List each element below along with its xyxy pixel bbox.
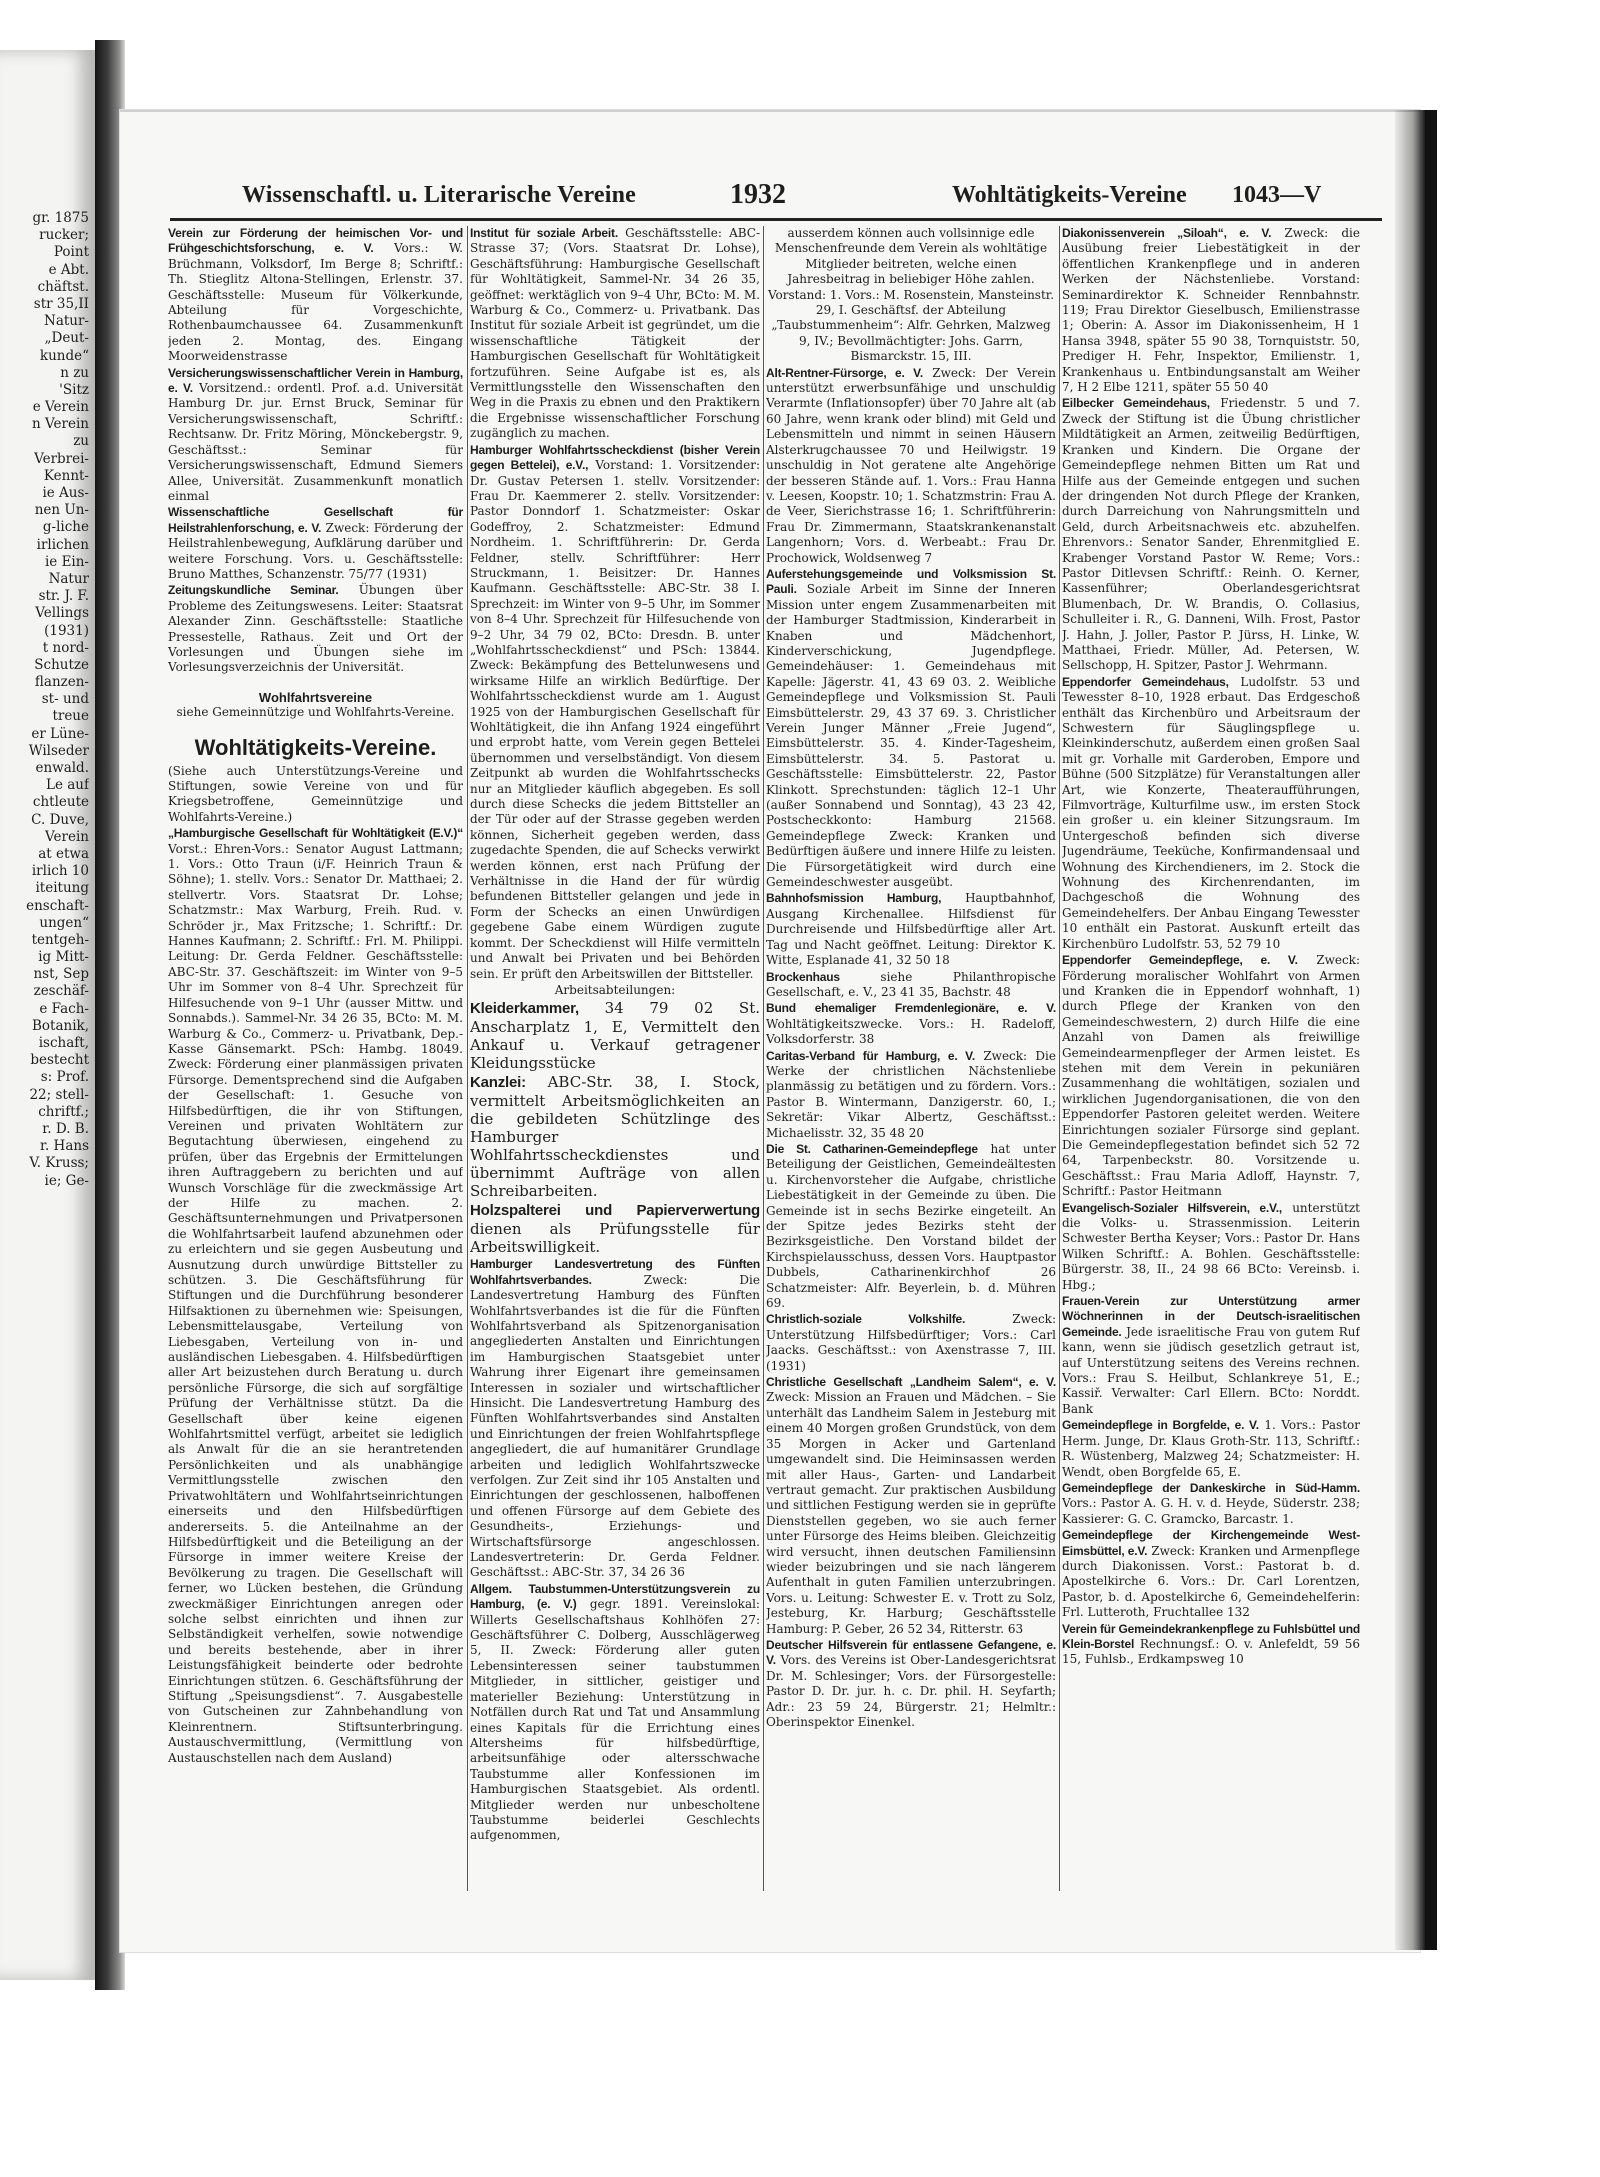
directory-entry xyxy=(168,505,463,582)
wohlfahrt-heading: Wohlfahrtsvereine xyxy=(258,689,373,705)
previous-page-fragment: ie Aus- xyxy=(42,485,89,501)
entry-body: Vorstand: 1. Vorsitzender: Dr. Gustav Petersen 1. stellv. Vorsitzender: Frau Dr. Kaemmerer 2. stellv. Vorsitzender: Pastor Donndorf 1. Schatzmeister: Oskar Godeffroy, 2. Schatzmeister: Edmund Nordheim. 1. Schriftführerin: Dr. Gerda Feldner, stellv. Schriftführer: Herr Struckmann, 1. Beisitzer: Dr. Hannes Kaufmann. Geschäftsstelle: ABC-Str. 38 I. Sprechzeit: im Winter von 9–5 Uhr, im Sommer von 8–4 Uhr. Sprechzeit für Hilfesuchende von 9–2 Uhr, 34 79 02, BCto: Dresdn. B. unter „Wohlfahrtsscheckdienst“ und PSch: 13844. Zweck: Bekämpfung des Bettelunwesens und wirksame Hilfe an wirklich Bedürftige. Der Wohlfahrtsscheckdienst wurde am 1. August 1925 von der Hamburgischen Gesellschaft für Wohltätigkeit, die ihn Anfang 1924 eingeführt und erprobt hatte, vom Verein gegen Bettelei übernommen und verselbständigt. Von diesem Zeitpunkt ab wurden die Wohlfahrtsschecks nur an Mitglieder käuflich abgegeben. Es soll durch diese Schecks die jedem Bittsteller an der Tür oder auf der Strasse gegeben werden können, Sicherheit gegeben werden, dass zugedachte Spenden, die auf Schecks verwirkt werden können, erst nach Prüfung der Verhältnisse in die Hand der für würdig befundenen Bittsteller gelangen und jede in Form der Schecks an einen Unwürdigen gegebene Gabe einem Würdigen zugute kommt. Der Scheckdienst will Hilfe vermitteln und Anwalt bei Privaten und bei Behörden sein. Er prüft den Arbeitswillen der Bittsteller. xyxy=(470,458,760,981)
entry-body: Zweck: Unterstützung Hilfsbedürftiger; Vors.: Carl Jaacks. Geschäftsst.: von Axenstrasse 7, III. (1931) xyxy=(766,1312,1056,1373)
directory-entry xyxy=(1062,953,1360,1200)
section-note: (Siehe auch Unterstützungs-Vereine und Stiftungen, sowie Vereine von und für Kriegsbetroffene, Gemeinnützige und Wohlfahrts-Vereine.) xyxy=(168,763,463,824)
entry-title: Deutscher Hilfsverein für entlassene Gefangene, e. V. xyxy=(766,1637,1056,1668)
entry-title: Christlich-soziale Volkshilfe. xyxy=(766,1312,966,1327)
entry-body: Zweck: Die Werke der christlichen Nächstenliebe planmässig zu betätigen und zu fördern. Vors.: Pastor B. Wintermann, Danzigerstr. 60, I.; Sekretär: Vikar Albertz, Geschäftsst.: Michaelisstr. 32, 35 48 20 xyxy=(766,1048,1056,1140)
entry-title: Gemeindepflege in Borgfelde, e. V. xyxy=(1062,1418,1259,1433)
previous-page-fragment: zeschäf- xyxy=(33,983,89,1000)
previous-page-fragment: Le auf xyxy=(46,777,89,794)
running-header xyxy=(232,179,1382,218)
previous-page-fragment: Schutze xyxy=(34,656,89,673)
entry-body: Vors. des Vereins ist Ober-Landesgerichtsrat Dr. M. Schlesinger; Vors. der Fürsorgestelle: Pastor D. Dr. jur. h. c. Dr. phil. H. Seyfarth; Adr.: 23 59 24, Bürgerstr. 21; Helmltr.: Oberinspektor Einenkel. xyxy=(766,1653,1056,1729)
previous-page-fragment: st- und xyxy=(41,691,89,708)
directory-entry xyxy=(766,970,1056,1001)
entry-body: ABC-Str. 38, I. Stock, vermittelt Arbeitsmöglichkeiten an die gebildeten Schützlinge des Hamburger Wohlfahrtsscheckdienstes und übernimmt Aufträge von allen Schreibarbeiten. xyxy=(470,1073,760,1201)
previous-page-fragment: kunde“ xyxy=(39,347,89,364)
directory-entry xyxy=(766,1142,1056,1311)
entry-body: Zweck: die Ausübung freier Liebestätigkeit in der öffentlichen Krankenpflege und in anderen Werken der Nächstenliebe. Vorstand: Seminardirektor K. Schneider Rennbahnstr. 119; Frau Direktor Gieselbusch, Emilienstrasse 1; Oberin: A. Assor im Diakonissenheim, H 1 Hansa 3948, später 55 90 38, Tornquiststr. 50, Prediger H. Fehr, Inspektor, Emilienstr. 1, Krankenhaus u. Entbindungsanstalt am Weiher 7, H 2 Elbe 1211, später 55 50 40 xyxy=(1062,226,1360,395)
previous-page-fragment: tentgeh- xyxy=(31,931,89,948)
entry-body: Friedenstr. 5 und 7. Zweck der Stiftung ist die Übung christlicher Mildtätigkeit an Armen, zeitweilig Bedürftigen, Kranken und Kindern. Die Organe der Gemeindepflege nehmen Bitten um Rat und Hilfe aus der Gemeinde entgegen und suchen der dringenden Not durch Pflege der Kranken, durch Darreichung von Nahrungsmitteln und Geld, durch Arbeitsnachweis etc. abzuhelfen. Ehrenvors.: Senator Sander, Ehrenmitglied E. Krabenger Vorstand Pastor W. Reme; Vors.: Pastor Ditlevsen Schriftf.: Reinh. O. Kerner, Kassenführer; Oberlandesgerichtsrat Blumenbach, Dr. W. Brandis, O. Collasius, Schulleiter i. R., G. Danneni, Wilh. Frost, Pastor J. Hahn, J. Joller, Pastor P. Jürss, H. Linke, W. Matthaei, Friedr. Müller, Ad. Petersen, W. Sellschopp, H. Spitzer, Pastor J. Wehrmann. xyxy=(1062,396,1360,673)
entry-title: Frauen-Verein zur Unterstützung armer Wöchnerinnen in der Deutsch-israelitischen Gemeinde. xyxy=(1062,1294,1360,1339)
previous-page-fragment: t nord- xyxy=(42,639,89,656)
entry-title: Auferstehungsgemeinde und Volksmission St. Pauli. xyxy=(766,566,1056,597)
directory-entry xyxy=(1062,675,1360,952)
page-edge-shadow xyxy=(1395,110,1425,1950)
previous-page-fragment: 22; stell- xyxy=(29,1086,89,1103)
directory-entry xyxy=(766,1638,1056,1730)
previous-page-fragment: str. J. F. xyxy=(38,588,89,605)
entry-body: Soziale Arbeit im Sinne der Inneren Mission unter engem Zusammenarbeiten mit der Hamburger Stadtmission, Kinderarbeit in Knaben und Mädchenhort, Kinderverschickung, Jugendpflege. Gemeindehäuser: 1. Gemeindehaus mit Kapelle: Jägerstr. 41, 43 69 03. 2. Weibliche Gemeindepflege und Volksmission St. Pauli Eimsbüttelerstr. 29, 43 37 69. 3. Christlicher Verein Junger Männer „Freie Jugend“, Eimsbüttelerstr. 35. 4. Kinder-Tagesheim, Eimsbüttelerstr. 34. 5. Pastorat u. Geschäftsstelle: Eimsbüttelerstr. 22, Pastor Klinkott. Sprechstunden: täglich 12–1 Uhr (außer Sonnabend und Sonntag), 43 23 42, Postscheckkonto: Hamburg 21568. Gemeindepflege Zweck: Kranken und Bedürftigen äußere und innere Hilfe zu leisten. Die Fürsorgetätigkeit wird durch eine Gemeindeschwester ausgeübt. xyxy=(766,582,1056,890)
header-section-left: Wissenschaftl. u. Literarische Vereine xyxy=(242,182,637,208)
entry-title: Alt-Rentner-Fürsorge, e. V. xyxy=(766,365,924,380)
entry-title: Eppendorfer Gemeindehaus, xyxy=(1062,674,1229,689)
entry-body: Zweck: Der Verein unterstützt erwerbsunfähige und unschuldig Verarmte (Inflationsopfer) über 70 Jahre alt (ab 60 Jahre, wenn krank oder blind) mit Geld und Lebensmitteln und nimmt in seinen Häusern Alsterkrugchaussee 70 und Heilwigstr. 19 unschuldig in Not geratene alte Angehörige der besseren Stände auf. 1. Vors.: Frau Hanna v. Leesen, Koopstr. 10; 1. Schatzmstrin: Frau A. de Veer, Sierichstrasse 16; 1. Schriftführerin: Frau Dr. Zimmermann, Staatskrankenanstalt Langenhorn; Vors. d. Werbeabt.: Frau Dr. Prochowick, Woldsenweg 7 xyxy=(766,365,1056,565)
entry-title: Bund ehemaliger Fremdenlegionäre, e. V. xyxy=(766,1001,1056,1016)
directory-entry xyxy=(766,1001,1056,1047)
previous-page-fragment: at etwa xyxy=(38,845,89,862)
directory-entry xyxy=(470,1201,760,1256)
previous-page-fragments xyxy=(0,50,95,1190)
previous-page-fragment: rucker; xyxy=(39,227,89,244)
entry-body: Ludolfstr. 53 und Tewesstег 8–10, 1928 erbaut. Das Erdgeschoß enthält das Kirchenbüro und Arbeitsraum der Schwestern für Säuglingspflege u. Kleinkinderschutz, außerdem einen großen Saal mit gr. Vorhalle mit Garderoben, Empore und Bühne (500 Sitzplätze) für Veranstaltungen aller Art, wie Konzerte, Theateraufführungen, Filmvorträge, Kulturfilme usw., im ersten Stock ein großer u. ein kleiner Sitzungsraum. Im Untergeschoß befinden sich diverse Jugendräume, Teeküche, Konfirmandensaal und Wohnung des Kirchendieners, im 2. Stock die Wohnung des Kirchenrendanten, im Dachgeschoß die Wohnung des Gemeindehelfers. Der Anbau Eingang Tewesstег 10 enthält ein Pastorat. Auskunft erteilt das Kirchenbüro Ludolfstr. 53, 52 79 10 xyxy=(1062,674,1360,951)
previous-page-fragment: g-liche xyxy=(42,519,89,536)
column-divider xyxy=(763,226,764,1891)
previous-page-fragment: ie Ein- xyxy=(44,553,89,570)
column-divider xyxy=(1059,226,1060,1891)
previous-page-fragment: enwald. xyxy=(35,760,89,776)
previous-page-fragment: iteitung xyxy=(35,880,89,897)
previous-page-fragment: flanzen- xyxy=(34,674,89,691)
header-year: 1932 xyxy=(730,179,786,210)
entry-title: Wissenschaftliche Gesellschaft für Heilstrahlenforschung, e. V. xyxy=(168,505,463,535)
previous-page-fragment: ischaft, xyxy=(38,1035,89,1051)
previous-page-fragment: n zu xyxy=(60,364,89,381)
directory-entry xyxy=(470,999,760,1072)
directory-entry xyxy=(766,366,1056,566)
previous-page-fragment: chriftf.; xyxy=(38,1103,89,1120)
directory-entry xyxy=(1062,1294,1360,1417)
entry-title: Bahnhofsmission Hamburg, xyxy=(766,891,942,906)
directory-entry xyxy=(1062,1622,1360,1668)
entry-title: Verein zur Förderung der heimischen Vor- und Frühgeschichtsforschung, e. V. xyxy=(168,226,463,256)
directory-entry xyxy=(470,226,760,442)
directory-entry xyxy=(470,443,760,982)
previous-page-fragment: „Deut- xyxy=(44,330,89,347)
previous-page-fragment: nen Un- xyxy=(34,502,89,519)
directory-entry xyxy=(766,1375,1056,1637)
entry-title: Gemeindepflege der Kirchengemeinde West-Eimsbüttel, e.V. xyxy=(1062,1528,1360,1558)
header-section-right: Wohltätigkeits-Vereine xyxy=(952,182,1187,208)
directory-entry xyxy=(1062,396,1360,673)
previous-page-fragment: Point xyxy=(53,244,89,261)
previous-page-fragment: r. Hans xyxy=(40,1138,89,1155)
previous-page-fragment: n Verein xyxy=(32,416,89,433)
entry-title: Diakonissenverein „Siloah“, e. V. xyxy=(1062,226,1272,240)
previous-page-fragment: bestecht xyxy=(30,1052,89,1069)
previous-page-fragment: (1931) xyxy=(44,622,89,639)
entry-body: Vorsitzend.: ordentl. Prof. a.d. Universität Hamburg Dr. jur. Ernst Bruck, Seminar für Versicherungswissenschaft, Schriftf.: Rechtsanw. Dr. Fritz Möring, Mönckebergstr. 9, Geschäftsst.: Seminar für Versicherungswissenschaft, Edmund Siemers Allee, Universität. Zusammenkunft monatlich einmal xyxy=(168,381,463,503)
directory-entry xyxy=(470,1073,760,1200)
entry-body: Geschäftsstelle: ABC-Strasse 37; (Vors. Staatsrat Dr. Lohse), Geschäftsführung: Hamburgische Gesellschaft für Wohltätigkeit, Sammel-Nr. 34 26 35, geöffnet: werktäglich von 9–4 Uhr, BCto: M. M. Warburg & Co., Commerz- u. Privatbank. Das Institut für soziale Arbeit ist gegründet, um die wissenschaftliche Tätigkeit der Hamburgischen Gesellschaft für Wohltätigkeit fortzuführen. Seine Aufgabe ist es, als Vermittlungsstelle den Wissenschaften den Weg in die Praxis zu ebnen und den Praktikern die Ergebnisse wissenschaftlicher Forschung zugänglich zu machen. xyxy=(470,226,760,441)
previous-page-fragment: ie; Ge- xyxy=(44,1172,89,1189)
entry-body: Zweck: Förderung der Heilstrahlenbewegung, Aufklärung darüber und weitere Forschung. Vors. u. Geschäftsstelle: Bruno Matthes, Schanzenstr. 75/77 (1931) xyxy=(168,520,463,581)
previous-page-fragment: er Lüne- xyxy=(31,725,89,742)
entry-title: „Hamburgische Gesellschaft für Wohltätigkeit (E.V.)“ xyxy=(168,826,463,841)
entry-title: Hamburger Landesvertretung des Fünften Wohlfahrtsverbandes. xyxy=(470,1257,760,1287)
entry-body: siehe Philanthropische Gesellschaft, e. V., 23 41 35, Bachstr. 48 xyxy=(766,969,1056,999)
entry-body: Vors.: W. Brüchmann, Volksdorf, Im Berge 8; Schriftf.: Th. Stieglitz Altona-Stellingen, Erlenstr. 37. Geschäftsstelle: Museum für Völkerkunde, Abteilung für Vorgeschichte, Rothenbaumchaussee 64. Zusammenkunft jeden 2. Montag, des. Eingang Moorweidenstrasse xyxy=(168,241,463,364)
previous-page-fragment: enschaft- xyxy=(26,897,89,914)
entry-title: Caritas-Verband für Hamburg, e. V. xyxy=(766,1048,975,1063)
directory-entry xyxy=(766,567,1056,891)
column-divider xyxy=(467,226,468,1891)
entry-body: dienen als Prüfungsstelle für Arbeitswilligkeit. xyxy=(470,1220,760,1257)
entry-title: Kanzlei: xyxy=(470,1074,526,1092)
entry-body: hat unter Beteiligung der Geistlichen, Gemeindeältesten u. Kirchenvorsteher die Aufgabe, christliche Liebestätigkeit in der Gemeinde zu üben. Die Gemeinde ist in sechs Bezirke eingeteilt. An der Spitze jedes Bezirks steht der Bezirksgeistliche. Den Vorstand bildet der Kirchspielausschuss, dessen Vors. Hauptpastor Dubbels, Catharinenkirchhof 26 Schatzmeister: Alfr. Beyerlein, b. d. Mühren 69. xyxy=(766,1141,1056,1311)
entry-body: Zweck: Förderung moralischer Wohlfahrt von Armen und Kranken die in Eppendorf wohnhaft, 1) durch Pflege der Kranken von den Gemeindeschwestern, 2) durch Hilfe die eine Anzahl von Damen als freiwillige Gemeindearmenpfleger der Armen leistet. Es stehen mit dem Verein in pekuniären Zusammenhang die wohltätigen, sozialen und wirklichen Jugendorganisationen, die von den Eppendorfer Pastoren geleitet werden. Weitere Einrichtungen sozialer Fürsorge sind geplant. Die Gemeindepflegestation befindet sich 52 72 64, Tarpenbeckstr. 80. Vorsitzende u. Geschäftsst.: Frau Maria Adloff, Haynstr. 7, Schriftf.: Pastor Heitmann xyxy=(1062,953,1360,1199)
column-3-entries xyxy=(766,226,1056,1730)
previous-page-fragment: e Abt. xyxy=(48,261,89,278)
directory-entry xyxy=(168,583,463,675)
entry-body: Übungen über Probleme des Zeitungswesens. Leiter: Staatsrat Alexander Zinn. Geschäftsstelle: Staatliche Pressestelle, Rathaus. Zeit und Ort der Vorlesungen und Übungen siehe im Vorlesungsverzeichnis der Universität. xyxy=(168,583,463,675)
directory-entry xyxy=(766,226,1056,365)
entry-title: Zeitungskundliche Seminar. xyxy=(168,583,339,598)
entry-body: unterstützt die Volks- u. Strassenmission. Leiterin Schwester Bertha Keyser; Vors.: Pastor Dr. Hans Wilken Schriftf.: A. Bohlen. Geschäftsstelle: Bürgerstr. 38, II., 24 98 66 BCto: Vereinsb. i. Hbg.; xyxy=(1062,1200,1360,1292)
previous-page-fragment: Natur- xyxy=(44,313,89,330)
entry-body: 1. Vors.: Pastor Herm. Junge, Dr. Klaus Groth-Str. 113, Schriftf.: R. Wüstenberg, Malzweg 24; Schatzmeister: H. Wendt, oben Borgfelde 65, E. xyxy=(1062,1418,1360,1479)
entry-title: Die St. Catharinen-Gemeindepflege xyxy=(766,1141,978,1156)
entry-title: Eppendorfer Gemeindepflege, e. V. xyxy=(1062,953,1298,968)
directory-entry xyxy=(470,1582,760,1844)
scan-border xyxy=(1425,110,1437,1950)
column-2 xyxy=(470,226,760,1926)
previous-page-fragment: treue xyxy=(52,708,89,725)
entry-body: Zweck: Kranken und Armenpflege durch Diakonissen. Vorst.: Pastorat b. d. Apostelkirche 6. Vors.: Dr. Carl Lorentzen, Pastor, b. d. Apostelkirche 6, Gemeindehelferin: Frl. Lutteroth, Fruchtallee 132 xyxy=(1062,1543,1360,1620)
directory-entry xyxy=(1062,226,1360,395)
entry-body: 34 79 02 St. Anscharplatz 1, E, Vermittelt den Ankauf u. Verkauf getragener Kleidungsstücke xyxy=(470,999,760,1073)
entry-title: Verein für Gemeindekrankenpflege zu Fuhlsbüttel und Klein-Borstel xyxy=(1062,1621,1360,1651)
entry-body: Hauptbahnhof, Ausgang Kirchenallee. Hilfsdienst für Durchreisende und Hilfsbedürftige aller Art. Tag und Nacht geöffnet. Leitung: Direktor K. Witte, Esplanade 41, 32 50 18 xyxy=(766,891,1056,968)
entry-body: Wohltätigkeitszwecke. Vors.: H. Radeloff, Volksdorferstr. 38 xyxy=(766,1016,1056,1047)
previous-page-fragment: ig Mitt- xyxy=(38,949,89,966)
header-page-number: 1043—V xyxy=(1232,182,1322,208)
entry-title: Evangelisch-Sozialer Hilfsverein, e.V., xyxy=(1062,1200,1282,1215)
entry-title: Christliche Gesellschaft „Landheim Salem“, e. V. xyxy=(766,1375,1056,1390)
previous-page-fragment: V. Kruss; xyxy=(29,1155,89,1172)
entry-body: Rechnungsf.: O. v. Anlefeldt, 59 56 15, Fuhlsb., Erdkampsweg 10 xyxy=(1062,1636,1360,1667)
previous-page-fragment: chtleute xyxy=(32,794,89,811)
previous-page-fragment: gr. 1875 xyxy=(32,210,89,226)
header-rule xyxy=(170,218,1382,221)
column-3 xyxy=(766,226,1056,1926)
entry-body: Jede israelitische Frau von gutem Ruf kann, wenn sie jüdisch gesetzlich getraut ist, auf Unterstützung seitens des Vereins rechnen. Vors.: Frau S. Heilbut, Schlankreye 51, E.; Kassiř. Verwalter: Carl Ellern. BCto: Norddt. Bank xyxy=(1062,1324,1360,1416)
directory-entry xyxy=(470,1257,760,1581)
directory-entry xyxy=(1062,1481,1360,1527)
entry-body: Vorst.: Ehren-Vors.: Senator August Lattmann; 1. Vors.: Otto Traun (i/F. Heinrich Traun & Söhne); 1. stellv. Vors.: Senator Dr. Matthaei; 2. stellvertr. Vors. Staatsrat Dr. Lohse; Schatzmstr.: Max Warburg, Freih. Rud. v. Schröder jr., Max Fritzsche; 1. Schriftf.: Dr. Hannes Kaufmann; 2. Schriftf.: Frl. M. Philippi. Leitung: Dr. Gerda Feldner. Geschäftsstelle: ABC-Str. 37. Geschäftszeit: im Winter von 9–5 Uhr im Sommer von 8–4 Uhr. Sprechzeit für Hilfesuchende von 9–1 Uhr (ausser Mittw. und Sonnabds.). Sammel-Nr. 34 26 35, BCto: M. M. Warburg & Co., Commerz- u. Privatbank, Dep.-Kasse Gänsemarkt. PSch: Hambg. 18049. Zweck: Förderung einer planmässigen privaten Fürsorge. Dementsprechend sind die Aufgaben der Gesellschaft: 1. Gesuche von Hilfsbedürftigen, die ihr von Stiftungen, Vereinen und privaten Wohltätern zur Begutachtung überwiesen, eingehend zu prüfen, über das Ergebnis der Ermittelungen ihren Auftraggebern zu berichten und auf Wunsch Vorschläge für die zweckmässige Art der Hilfe zu machen. 2. Geschäftsunternehmungen und Privatpersonen die Wohlfahrtsarbeit laufend abzunehmen oder zu erleichtern und sie gegen Ausbeutung und Ausnutzung durch unwürdige Bittsteller zu schützen. 3. Die Geschäftsführung für Stiftungen und die Durchführung besonderer Hilfsaktionen zu übernehmen wie: Speisungen, Lebensmittelausgabe, Verteilung von Liebesgaben, Verteilung von in- und ausländischen Liebesgaben. 4. Hilfsbedürftigen aller Art beizustehen durch Beratung u. durch persönliche Fürsorge, die sich auf sorgfältige Prüfung der Verhältnisse stützt. Da die Gesellschaft über keine eigenen Wohlfahrtsmittel verfügt, arbeitet sie lediglich als Anwalt für die an sie herantretenden Persönlichkeiten und als unabhängige Vermittlungsstelle zwischen den Privatwohltätern und Wohlfahrtseinrichtungen einerseits und den Hilfsbedürftigen andererseits. 5. die Anteilnahme an der Hilfsbedürftigkeit und die Beteiligung an der Fürsorge in immer weitere Kreise der Bevölkerung zu tragen. Die Gesellschaft will ferner, wo Lücken bestehen, die Gründung zweckmäßiger Einrichtungen anregen oder solche selbst einrichten und ihnen zur Selbständigkeit verhelfen, sowie notwendige und bereits bestehende, aber in ihrer Leistungsfähigkeit beinderte oder bedrohte Einrichtungen stützen. 6. Geschäftsführung der Stiftung „Speisungsdienst“. 7. Ausgabestelle von Gutscheinen zur Zahnbehandlung von Kleinrentnern. Stiftsunterbringung. Austauschvermittlung, (Vermittlung von Austauschstellen nach dem Ausland) xyxy=(168,841,463,1765)
previous-page-fragment: Verbrei- xyxy=(34,450,89,467)
entry-body: Arbeitsabteilungen: xyxy=(554,982,676,997)
entry-title: Versicherungswissenschaftlicher Verein in Hamburg, e. V. xyxy=(168,365,463,396)
entry-body: Vors.: Pastor A. G. H. v. d. Heyde, Süderstr. 238; Kassierer: G. C. Gramcko, Barcastr. 1. xyxy=(1062,1496,1360,1526)
previous-page-fragment: Verein xyxy=(45,828,89,845)
previous-page-fragment: s: Prof. xyxy=(40,1069,89,1086)
previous-page-fragment: Botanik, xyxy=(31,1017,89,1034)
previous-page-fragment: e Verein xyxy=(32,399,89,416)
column-1 xyxy=(168,226,463,1926)
section-title: Wohltätigkeits-Vereine. xyxy=(194,734,437,760)
previous-page-fragment: nst, Sep xyxy=(33,966,89,983)
directory-entry xyxy=(168,826,463,1766)
column-2-entries xyxy=(470,226,760,1844)
entry-title: Brockenhaus xyxy=(766,969,840,984)
wohlfahrt-note: siehe Gemeinnützige und Wohlfahrts-Vereine. xyxy=(176,705,455,720)
directory-entry xyxy=(1062,1418,1360,1480)
previous-page-fragment: C. Duve, xyxy=(31,811,89,828)
directory-entry xyxy=(168,366,463,505)
entry-title: Holzspalterei und Papierverwertung xyxy=(470,1202,760,1220)
directory-entry xyxy=(766,1049,1056,1141)
directory-entry xyxy=(168,226,463,365)
previous-page-fragment: ungen“ xyxy=(39,914,89,931)
previous-page-fragment: zu xyxy=(73,433,89,450)
column-1-entries xyxy=(168,226,463,676)
entry-body: Zweck: Die Landesvertretung Hamburg des Fünften Wohlfahrtsverbandes ist die für die Fünften Wohlfahrtsverband als Spitzenorganisation angegliederten Anstalten und Einrichtungen im Hamburgischen Staatsgebiet unter Wahrung ihrer Eigenart ihre gemeinsamen Interessen in sozialer und wirtschaftlicher Hinsicht. Die Landesvertretung Hamburg des Fünften Wohlfahrtsverbandes sind Anstalten und Einrichtungen der freien Wohlfahrtspflege angegliedert, die auf humanitärer Grundlage arbeiten und lediglich Wohlfahrtszwecke verfolgen. Zur Zeit sind ihr 105 Anstalten und Einrichtungen der geschlossenen, halboffenen und offenen Fürsorge auf dem Gebiete des Gesundheits-, Erziehungs- und Wirtschaftsfürsorge angeschlossen. Landesvertreterin: Dr. Gerda Feldner. Geschäftsst.: ABC-Str. 37, 34 26 36 xyxy=(470,1272,760,1580)
directory-entry xyxy=(1062,1528,1360,1620)
column-1-entries-continued xyxy=(168,826,463,1766)
entry-title: Kleiderkammer, xyxy=(470,1000,579,1018)
entry-title: Allgem. Taubstummen-Unterstützungsverein zu Hamburg, (e. V.) xyxy=(470,1581,760,1612)
previous-page-fragment: Wilseder xyxy=(28,742,89,759)
previous-page-edge xyxy=(0,50,105,1980)
directory-entry xyxy=(766,891,1056,968)
entry-body: ausserdem können auch vollsinnige edle Menschenfreunde dem Verein als wohltätige Mitglieder beitreten, welche einen Jahresbeitrag in beliebiger Höhe zahlen. Vorstand: 1. Vors.: M. Rosenstein, Mansteinstr. 29, I. Geschäftsf. der Abteilung „Taubstummenheim“: Alfr. Gehrken, Malzweg 9, IV.; Bevollmächtigter: Johs. Garrn, Bismarckstr. 15, III. xyxy=(767,226,1055,364)
entry-body: Zweck: Mission an Frauen und Mädchen. – Sie unterhält das Landheim Salem in Jesteburg mit einem 40 Morgen großen Grundstück, von dem 35 Morgen in Acker und Gartenland umgewandelt sind. Die Heiminsassen werden mit aller Haus-, Garten- und Landarbeit vertraut gemacht. Zur praktischen Ausbildung und sittlichen Festigung werden sie in geprüfte Dienststellen gegeben, wo sie auch ferner unter Fürsorge des Heims bleiben. Gleichzeitig wird versucht, ihnen deutschen Familiensinn wieder beizubringen und sie nach längerem Aufenthalt in guten Familien unterzubringen. Vors. u. Leitung: Schwester E. v. Trott zu Solz, Jesteburg, Kr. Harburg; Geschäftsstelle Hamburg: P. Geber, 26 52 34, Ritterstr. 63 xyxy=(766,1390,1056,1636)
directory-entry xyxy=(766,1312,1056,1374)
previous-page-fragment: str 35,II xyxy=(33,295,89,312)
previous-page-fragment: Vellings xyxy=(35,605,89,622)
column-4-entries xyxy=(1062,226,1360,1668)
entry-title: Hamburger Wohlfahrtsscheckdienst (bisher Verein gegen Bettelei), e.V., xyxy=(470,442,760,473)
previous-page-fragment: chäftst. xyxy=(37,278,89,295)
previous-page-fragment: 'Sitz xyxy=(59,381,89,398)
previous-page-fragment: Kennt- xyxy=(43,467,89,484)
previous-page-fragment: irlichen xyxy=(36,536,89,553)
previous-page-fragment: e Fach- xyxy=(39,1000,89,1017)
column-4 xyxy=(1062,226,1360,1926)
previous-page-fragment: Natur xyxy=(48,570,89,587)
previous-page-fragment: r. D. B. xyxy=(42,1120,89,1137)
entry-title: Institut für soziale Arbeit. xyxy=(470,226,618,240)
entry-body: gegr. 1891. Vereinslokal: Willerts Gesellschaftshaus Kohlhöfen 27: Geschäftsführer C. Dolberg, Ausschlägerweg 5, II. Zweck: Förderung aller guten Lebensinteressen seiner taubstummen Mitglieder, in sittlicher, geistiger und materieller Beziehung: Unterstützung in Notfällen durch Rat und Tat und Ansammlung eines Kapitals für die Errichtung eines Altersheims für hilfsbedürftige, arbeitsunfähige oder altersschwache Taubstumme aller Konfessionen im Hamburgischen Staatsgebiet. Als ordentl. Mitglieder werden nur unbescholtene Taubstumme beiderlei Geschlechts aufgenommen, xyxy=(470,1597,760,1843)
directory-entry xyxy=(1062,1201,1360,1293)
entry-title: Eilbecker Gemeindehaus, xyxy=(1062,396,1210,411)
directory-entry xyxy=(470,983,760,998)
entry-title: Gemeindepflege der Dankeskirche in Süd-Hamm. xyxy=(1062,1480,1360,1495)
previous-page-fragment: irlich 10 xyxy=(31,863,89,880)
